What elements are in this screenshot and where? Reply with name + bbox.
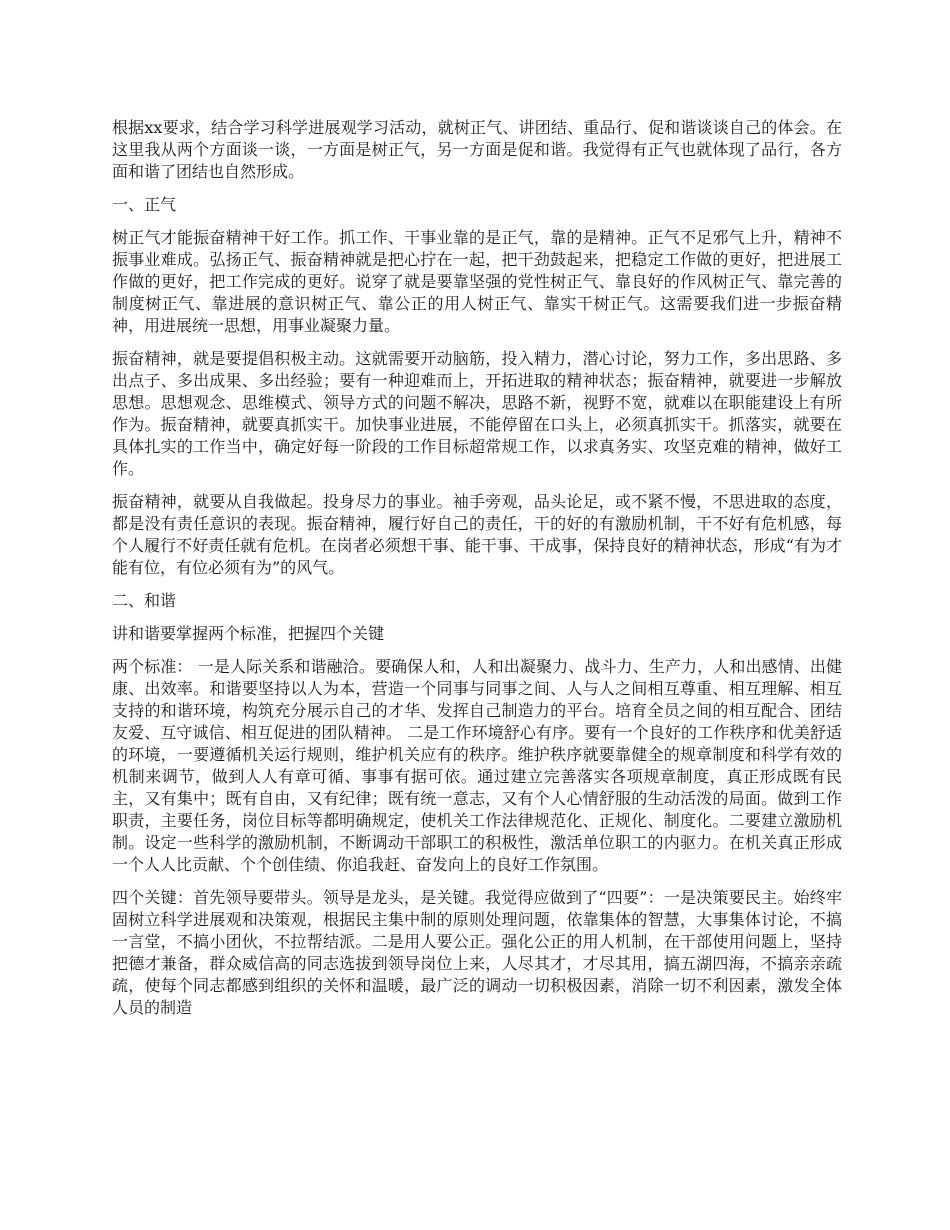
body-paragraph: 讲和谐要掌握两个标准，把握四个关键 bbox=[112, 624, 385, 643]
body-paragraph: 振奋精神，就是要提倡积极主动。这就需要开动脑筋，投入精力，潜心讨论，努力工作，多出思路、多出点子、多出成果、多出经验；要有一种迎难而上，开拓进取的精神状态；振奋精神，就要进一步解放思想。思想观念、思维模式、领导方式的问题不解决，思路不新，视野不宽，就难以在职能建设上有所作为。振奋精神，就要真抓实干。加快事业进展，不能停留在口头上，必须真抓实干。抓落实，就要在具体扎实的工作当中，确定好每一阶段的工作目标超常规工作，以求真务实、攻坚克难的精神，做好工作。 bbox=[112, 349, 842, 478]
body-paragraph: 四个关键：首先领导要带头。领导是龙头，是关键。我觉得应做到了“四要”：一是决策要民主。始终牢固树立科学进展观和决策观，根据民主集中制的原则处理问题，依靠集体的智慧，大事集体讨论，不搞一言堂，不搞小团伙，不拉帮结派。二是用人要公正。强化公正的用人机制，在干部使用问题上，坚持把德才兼备，群众威信高的同志选拔到领导岗位上来，人尽其才，才尽其用，搞五湖四海，不搞亲亲疏疏，使每个同志都感到组织的关怀和温暖，最广泛的调动一切积极因素，消除一切不利因素，激发全体人员的制造 bbox=[112, 888, 842, 1017]
section-heading-zhengqi: 一、正气 bbox=[112, 195, 177, 214]
body-paragraph: 树正气才能振奋精神干好工作。抓工作、干事业靠的是正气，靠的是精神。正气不足邪气上升，精神不振事业难成。弘扬正气、振奋精神就是把心拧在一起，把干劲鼓起来，把稳定工作做的更好，把进展工作做的更好，把工作完成的更好。说穿了就是要靠坚强的党性树正气、靠良好的作风树正气、靠完善的制度树正气、靠进展的意识树正气、靠公正的用人树正气、靠实干树正气。这需要我们进一步振奋精神，用进展统一思想，用事业凝聚力量。 bbox=[112, 228, 842, 335]
body-paragraph: 振奋精神，就要从自我做起。投身尽力的事业。袖手旁观，品头论足，或不紧不慢，不思进取的态度，都是没有责任意识的表现。振奋精神，履行好自己的责任，干的好的有激励机制，干不好有危机感，每个人履行不好责任就有危机。在岗者必须想干事、能干事、干成事，保持良好的精神状态，形成“有为才能有位，有位必须有为”的风气。 bbox=[112, 492, 842, 577]
body-paragraph: 两个标准： 一是人际关系和谐融洽。要确保人和，人和出凝聚力、战斗力、生产力，人和出感情、出健康、出效率。和谐要坚持以人为本，营造一个同事与同事之间、人与人之间相互尊重、相互理解、相互支持的和谐环境，构筑充分展示自己的才华、发挥自己制造力的平台。培育全员之间的相互配合、团结友爱、互守诚信、相互促进的团队精神。 二是工作环境舒心有序。要有一个良好的工作秩序和优美舒适的环境，一要遵循机关运行规则，维护机关应有的秩序。维护秩序就要靠健全的规章制度和科学有效的机制来调节，做到人人有章可循、事事有据可依。通过建立完善落实各项规章制度，真正形成既有民主，又有集中；既有自由，又有纪律；既有统一意志，又有个人心情舒服的生动活泼的局面。做到工作职责，主要任务，岗位目标等都明确规定，使机关工作法律规范化、正规化、制度化。二要建立激励机制。设定一些科学的激励机制，不断调动干部职工的积极性，激活单位职工的内驱力。在机关真正形成一个人人比贡献、个个创佳绩、你追我赶、奋发向上的良好工作氛围。 bbox=[112, 657, 842, 874]
intro-paragraph: 根据xx要求，结合学习科学进展观学习活动，就树正气、讲团结、重品行、促和谐谈谈自己的体会。在这里我从两个方面谈一谈，一方面是树正气，另一方面是促和谐。我觉得有正气也就体现了品行，各方面和谐了团结也自然形成。 bbox=[112, 118, 842, 181]
section-heading-hexie: 二、和谐 bbox=[112, 591, 177, 610]
document-body bbox=[112, 117, 842, 1030]
